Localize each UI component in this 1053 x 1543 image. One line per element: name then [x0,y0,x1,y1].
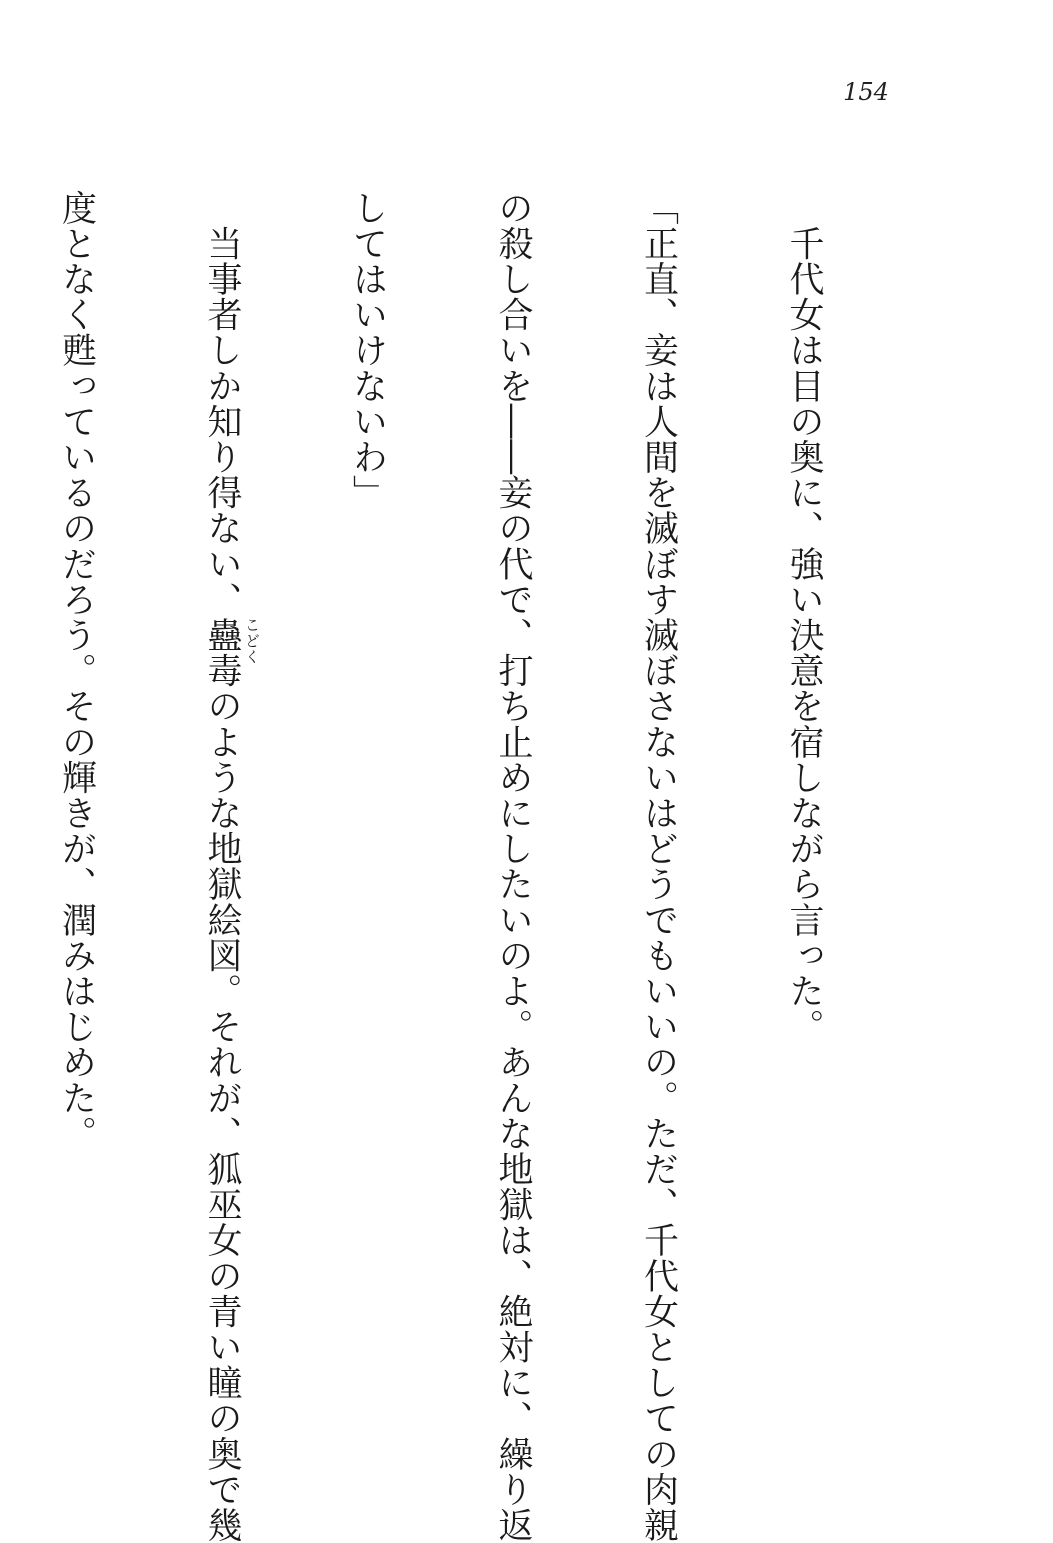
ruby-base: 蠱毒 [202,617,242,689]
page-number: 154 [843,78,889,106]
text-line: してはいけないわ」 [347,190,388,511]
text-line: の殺し合いを――妾の代で、打ち止めにしたいのよ。あんな地獄は、絶対に、繰り返 [493,190,533,1543]
text-line: 度となく甦っているのだろう。その輝きが、潤みはじめた。 [56,190,97,1152]
text-segment: のような地獄絵図。それが、狐巫女の青い瞳の奥で幾 [202,688,242,1543]
ruby-word [202,617,261,689]
text-line: 「正直、妾は人間を滅ぼす滅ぼさないはどうでもいいの。ただ、千代女としての肉親 [638,190,679,1543]
text-segment: 当事者しか知り得ない、 [202,190,242,618]
ruby-reading: こどく [243,617,261,666]
body-text [0,190,925,1543]
text-line: 千代女は目の奥に、強い決意を宿しながら言った。 [784,190,824,1045]
text-line-with-ruby [198,190,261,1543]
